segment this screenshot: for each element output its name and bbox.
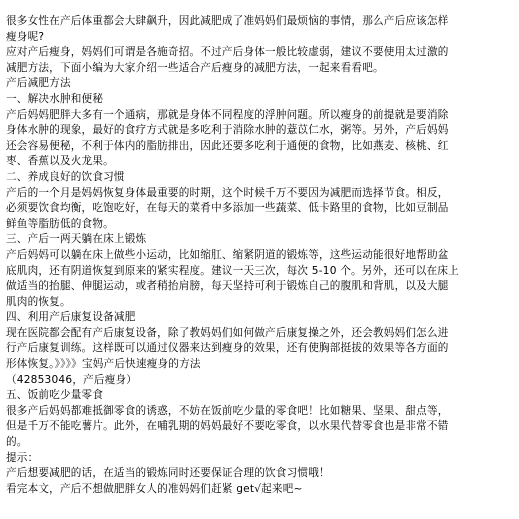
section-heading: 二、养成良好的饮食习惯 (6, 170, 125, 183)
article-line: 产后妈妈可以躺在床上做些小运动，比如缩肛、缩紧阴道的锻炼等，这些运动能很好地帮助盆 (6, 248, 449, 261)
section-heading: 一、解决水肿和便秘 (6, 92, 104, 105)
section-heading: 三、产后一两天躺在床上锻炼 (6, 233, 147, 246)
article-line: 身体水肿的现象，最好的食疗方式就是多吃利于消除水肿的薏苡仁水，粥等。另外，产后妈妈 (6, 124, 449, 137)
article-line: 瘦身呢? (6, 30, 45, 43)
article-line: 但是千万不能吃薯片。此外，在哺乳期的妈妈最好不要吃零食，以水果代替零食也是非常不错 (6, 420, 449, 433)
article-line: 很多女性在产后体重都会大肆飙升，因此减肥成了准妈妈们最烦恼的事情，那么产后应该怎样 (6, 15, 449, 27)
article-line: 产后的一个月是妈妈恢复身体最重要的时期，这个时候千万不要因为减肥而选择节食。相反， (6, 186, 449, 199)
article-line-with-link: 形体恢复。》》》》宝妈产后快速瘦身的方法 (6, 358, 201, 371)
section-heading: 四、利用产后康复设备减肥 (6, 311, 136, 324)
article-line: 应对产后瘦身，妈妈们可谓是各施奇招。不过产后身体一般比较虚弱，建议不要使用太过激的 (6, 46, 449, 59)
article-line: 很多产后妈妈都难抵御零食的诱惑，不妨在饭前吃少量的零食吧！比如糖果、坚果、甜点等， (6, 404, 449, 417)
article-line: （42853046，产后瘦身） (6, 373, 138, 386)
section-heading: 产后减肥方法 (6, 77, 71, 90)
article-line: 看完本文，产后不想做肥胖女人的准妈妈们赶紧 get√起来吧~ (6, 482, 303, 495)
article-line: 必须要饮食均衡，吃饱吃好，在每天的菜肴中多添加一些蔬菜、低卡路里的食物，比如豆制品 (6, 202, 449, 215)
article-line: 肌肉的恢复。 (6, 295, 71, 308)
article-line: 现在医院都会配有产后康复设备，除了教妈妈们如何做产后康复操之外，还会教妈妈们怎么进 (6, 326, 449, 339)
article-body (6, 14, 519, 497)
section-heading: 五、饭前吃少量零食 (6, 389, 104, 402)
article-line: 做适当的抬腿、伸腿运动，或者稍抬肩膀，每天坚持可利于锻炼自己的腹肌和背肌，以及大腿 (6, 280, 449, 293)
article-line: 鲜鱼等脂肪低的食物。 (6, 217, 114, 230)
tip-heading: 提示： (6, 451, 39, 464)
article-line: 产后想要减肥的话，在适当的锻炼同时还要保证合理的饮食习惯哦！ (6, 467, 330, 480)
article-line: 还会容易便秘，不利于体内的脂肪排出，因此还要多吃利于通便的食物，比如燕麦、核桃、红 (6, 139, 449, 152)
article-line: 底肌肉，还有阴道恢复到原来的紧实程度。建议一天三次，每次 5-10 个。另外，还可以在床上 (6, 264, 459, 277)
article-line: 行产后康复训练。这样既可以通过仪器来达到瘦身的效果，还有使胸部挺拔的效果等各方面的 (6, 342, 449, 355)
article-line: 减肥方法，下面小编为大家介绍一些适合产后瘦身的减肥方法，一起来看看吧。 (6, 61, 384, 74)
article-line: 枣、香蕉以及火龙果。 (6, 155, 114, 168)
article-line: 的。 (6, 436, 28, 449)
article-line: 产后妈妈肥胖大多有一个通病，那就是身体不同程度的浮肿问题。所以瘦身的前提就是要消除 (6, 108, 449, 121)
